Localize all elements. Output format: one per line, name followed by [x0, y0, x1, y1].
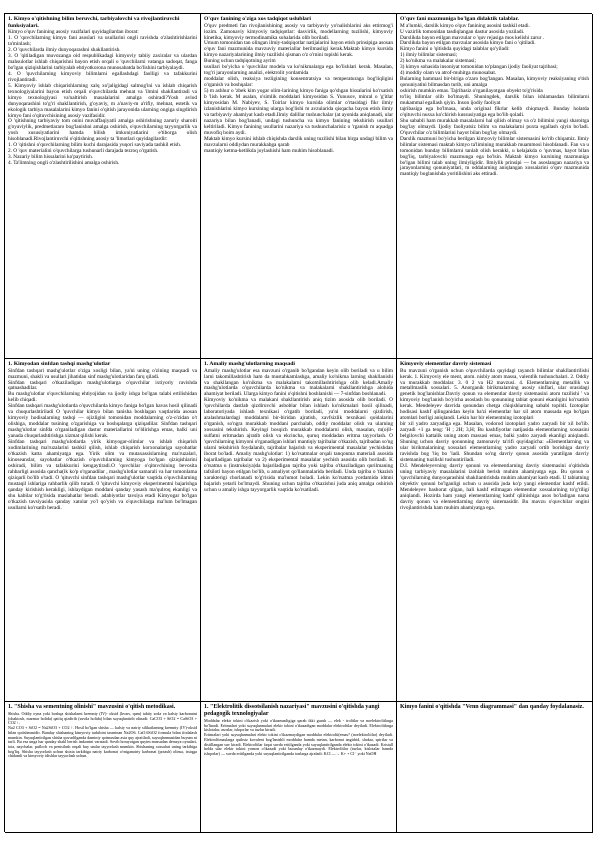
cell-1 — [5, 14, 201, 359]
cell-title: 1. Amaliy mashg'ulotlarning maqsadi — [204, 361, 296, 367]
cell-title: Kimyoviy elementlar davriy sistemasi — [400, 361, 492, 367]
cell-4 — [5, 359, 201, 702]
cell-body: Shisha. Oddiy oyna yoki boshqa shishalarni kremniy (IV)- oksid (kvars, qum) tabiiy soda va kalsiy karbonatni (ohaktosh, marmar holida) qattiq qizdirib (suvda holida) bilan suyuqlantirib olinadi: CaCO3 + SiO2 = CaSiO3 + CO2 ↑, Na2 CO3 + SiO2 = Na2SiO3 + CO2 ↑. Hosil bo'lgan shisha — kalsiy va natriy silikatlarning kremniy (IV)-oksid bilan qotishmasidir. Bunday shishaning kimyoviy tarkibini taxminan Na2O6. CaO.6SiO2 formula bilan ifodalash mumkin. Suyuqlantirilgan shisha quvurlilganda daminiy qotmasdan asta quy ajratiladi, suyuqlanmasidan buyum ni turli. Bu esa unga har qanday shakl berish imkonini varatadi. Sovib borayotgan quyim massadan derazya oynalari, tota, naychalar, pufloch va penisilash orqali buy umlar tayyorlash mumkin. Shishaning xossalari uning tarkibiga bog'liq. Shisha tayyorlash uchun shixta tarkibiga natriy karbonat o'rniganatriy karbonat (potash) olinsa, issiqga chidamli va kimyoviy idishlar tayyorlash uchun. — [8, 711, 197, 759]
cell-title: Kimyo fanini o'qitishda "Venn diagrammasi" dan qanday foydalanasiz. — [400, 704, 584, 710]
cell-body: Moddalar elektr tokini o'tkazish yoki o'tkazmasligiga qarab ikki guruh — elek - trolitlar va noelektrolitlarga bo'linadi. Eritmalari yoki suyuqlanmalari elektr tokini o'tkazadigan moddalar elektrolitlar deyiladi. Elektrolitlarga kislotalar, asoslar, ishqorlar va tuzlar kiradi. Eritmalari yoki suyuqlanmalari elektr tokini o'tkazmaydigan moddalar elektrolit(emas? (noelektrolitlar) deyiladi. Elektrolitmaslarga qutbsiz kovalent bog'lanishli moddalar hamda metan, karbonat angidrid, shakar, spirtlar va distillangan suv kiradi. Elektrolitlar faqat suvda eritilganda yoki suyuqlantirilganda elektr tokini o'tkazadi. Kristall holda ular elektr tokini yomon o'tkazadi yoki butunlay o'tkazmaydi. Elektrolitlar (tuzlar, kislotalar hamda ishqorlar) — suvda eritilganda yoki suyuqlantirilganda ionlarga ajraladi: KCl —→ K+ + Cl⁻ yoki NaOH — [204, 718, 393, 756]
cell-2 — [201, 14, 397, 359]
cell-body: M a'lumki, darslik kimyo o'quv fanining asosini tashkil etadi. U vazirlik tomonidan tasdiqlangan dastur asosida yoziladi. Darslikda bayon etilgan mavzular o 'quv rejasiga mos kelishi zarur . Darslikda bayon etilgan mavzular asosida kimyo fani o 'qitiladi. Kimyo fanini o 'qitishda quyidagi talablar qo'yiladi: 1) ilmiy bilimlar sistemasi; 2) ko'nikma va malakalar sistemasi; 3) kimyo sohasida insoniyat tomonidan to'plangan ijodiy faoliyat tajribasi; 4) moddiy olam va atrof-muhitga munosabat. Bularning hammasi bir-biriga o'zaro bog'langan. Masalan, kimyoviy reaksiyaning o'tish qonuniyatini bilmasdan turib, uni amalga oshirish mumkin emas. Tajribasiz o'rganilayotgan obyekt to'g'risida to'liq bilimlar olib bo'lmaydi. Shuningdek, darslik bilan ishlamasdan bilimlarni mukammal egallash qiyin. Inson ijodiy faoliyat tajribasiga ega bo'lmasa, unda original fikrlar kelib chiqmaydi. Bunday holatda o'qituvchi nusxa ko'chirish kussusiyatiga ega bo'lib qoladi. Shu sababli ham murakkab masalalarni hal qilish olimay va o'z bilimini yangi sharoitga bog'lay olmaydi. Ijodiy faoliyatsiz bilim va malakalarni puxta egallash qiyin bo'ladi. O'quvchilar o'z bilimlarini hayot bilan bog'lay olmaydi. Darslik mazmuni bo'yicha berilgan kimyoviy bilimlar sistemasini ko'rib chiqamiz. Ilmiy bilimlar sistemasi maktab kimyo ta'limining murakkab muammosi hisoblanadi. Fan va u tomonidan bunday bilimlarni tanlab olish kerakki, u kelajakda o 'quvmas, hayot bilan bog'liq, tarbiyalovchi mazmunga ega bo'lsin. Maktab kimyo kursining mazmuniga bo'lgan bilimi talab uning ilmiyligidir. Ilmiylik prinsipi — bu asoslangan nazariya va jarayonlarning qonuniyatlari, m oddalarning aniqlangan xossalarini o'quv mazmunida mantiqiy boglanishda yoritilishini aks ettiradi. — [400, 22, 589, 178]
cell-title: 1. "Elektrolitik dissotsilanish nazariyasi" mavzusini o'qitishda yangi pedagogik texnologiyalar — [204, 704, 380, 717]
cell-8 — [201, 702, 397, 833]
cell-9 — [397, 702, 593, 833]
cell-title: 1. Kimyo o'qitishning bilim beruvchi, tarbiyalovchi va rivojlantiruvchi funksiyalari. — [8, 16, 180, 29]
cell-body: Sinfdan tashqari mashg'ulotlar o'ziga xosligi bilan, ya'ni uning o'zining maqsadi va mazmuni, shakli va usullari jihatidan sinf mashg'ulotlaridan farq qiladi. Sinfdan tashqari o'tkaziladigan mashg'ulotlarga o'quvchilar ixtiyoriy ravishda qatnashadilar. Bu mashg'ulotlar o'quvchilarning ehtiyojidan va ijodiy ishga bo'lgan talabi ertilishidan kelib chiqadi. Sinfdan tashqari mashg'ulotlarda o'quvchilarda kimyo faniga bo'lgan havas hosil qilinadi va chuqurlashtiriladi O 'quvchilar kimyo bilan tanisha boshlagan vaqtlarida asosan kimyoviy hodisalarning tashqi — ojizligini tomonidan moddalarning o'z-o'zidan o't olishiga, moddalar tusining o'zgarishiga va boshqalarga qiziqadilar. Sinfdan tashqari mashg'ulotlar sinfda o'rganiladigan dastur materiallarini to'ldirishga emas, balki uni yanada chuqurlashtirishga xizmat qilishi kerak. Sinfdan tashqari mashg'ulotlarda yirik kimyogar-olimlar va ishlab chiqarish xodimlarining ma'ruzalarini tashkil qilish, ishlab chiqarish korxonalariga sayohatlar o'tkazish katta ahamiyatga ega. Yirik olim va mutaxassislarning ma'ruzalari, kinoseanslar, sayohatlar o'tkazish o'quvchilarning kimyoga bo'lgan qiziqishlarini oshiradi, bilim va tafakkurini kengaytiradi.O 'quvchilar o'qituvchining bevosita rahbarligi asosida qancha(ik ko'p o'rganadilar , mashg'ulotlar samarali va har tomonlama qiziqarli bo'lib o'tadi. O 'qituvchi sinfdan tashqari mashg'ulotlar vaqtida o'quvchilarning mustaqil ishlariga rahbarlik qilib turadi. 0 'qituvchi kimyoviy eksperimentni bajarishga qanday kirishish kerakligi, ishlaydigan moddani qanday yasash ma'qulroq ekanligi va shu kabilar to'g'risida maslahatlar beradi. adabiyotlar tavsiya etadi Kimyogar bo'lgan o'tkazish tavsiyasida qanday xatolar yo'l qo'yish va o'quvchilarga ma'lum bo'lmagan usullarni ko'rsatib beradi. — [8, 367, 197, 511]
cell-title: 1. "Shisha va sementning olinishi" mavzusini o'qitish metodikasi. — [8, 704, 176, 710]
cell-3 — [397, 14, 593, 359]
cell-body: Kimyo o'quv fanining asosiy vazifalari quyidagilardan iborat: 1. O 'quvchilarning kimyo fani asoslari va usullarini ongli ravishda o'zlashtirishlarini ta'minlash; 2. O 'quvchilarda ilmiy dunyoqarashni shakllantirish. 3. O 'qitiladigan muvozanga oid respublikadagi kimyoviy tabiiy zaxiralar va ulardan mahsulotlar ishlab chiqarishni bayon etish orqali o 'quvchilarni vatanga sadoqat, fanga bo'lgan qiziqishlarini tarbiyalab ehtiyotkorona munosabatda bo'lishini tarbiyalaydi. 4. O 'quvchilarning kimyoviy bilimlarni egallashdagi faolligi va tafakkurini rivojlantiradi. 5. Kimyoviy ishlab chiqarishlarning xalq xo'jaligidagi salmog'ini va ishlab chiqarish texnologiyalarini bayon etish orqali o'quvchilarda mehnat va 'ilmini shakllantiradi va kimyo texnologiyasi va'naltirish masalalarini amalga oshiradi?Yosh avlod dunyoqarashini to'g'ri shakllantirish, g'oyaviy, m a'naviy-m a'rifiy, mehnat, estetik va ekologik tarbiya masalalarini kimyo fanini o'qitish jarayonida ularning ongiga singdirish kimyo fani o'qituvchisining asosiy vazifasidir. O 'qitishning tarbiyaviy tom onini muvaffaqiyatli amalga oshirishning zaruriy sharoiti g'oyaviylik, predmetlararo bog'lanishni amalga oshirish, o'quvchilarning tayyorgarlik va yosh xususiyatlarini hamda bilish imkoniyatlarini e'tiborga olish hisoblanadi.Rivojlantiruvchi o'qitishning asosiy ta 'limotlari quyidagilardir: 1. O 'qitishni o'quvchilarning bilim kuchi darajasida yuqori saviyada tashkil etish. 2. O 'quv materialini o'quvchilarga tushunarli darajada tezroq o'rgatish. 3. Nazariy bilim hissalarini ko'paytirish. 4. Ta'limning ongli o'zlashtirilishini amalga oshirish. — [8, 29, 197, 167]
cell-body: Amaliy mashg'ulotlar esa mavzuni o'rganib bo'lgandan keyin olib boriladi va u bilim larni takomillashtirish ham da mustahkamlashga, amaliy ko'nikma larning shakllanishi va shakllangan ko'nikma va malakalarni takomillashtirishga olib keladi.Amaliy mashg'ulotlarda o'quvchilarda ko'nikma va malakalarni shakllantirishga alohida ahamiyat beriladi. Ularga kimyo fanini o'qitishni boshlanishi — 7-sinfdan boshlanadi. Kimyoviy ko'nikma va malakani shakllantirish aniq tizim asosida olib boriladi. O 'quvchilarda dastlab qizdiruvchi asboblar bilan ishlash ko'nikmalari hosil qilinadi, laboratoriyada ishlash texnikasi o'rgatib boriladi, ya'ni moddalarni qizdirish, aralashmalardagi moddalarni bir-biridan ajratish, xavfsizlik texnikasi qoidalarini o'rganish, so'ngra murakkab moddani parchalab, oddiy moddalar olish va ularning xossasini tekshirish. Keyingi bosqich murakkab moddalarni olish, masalan, m(o)ll-sulfatni eritmadan ajratib olish va ekcincha, quruq moddadan eritma tayyorlash. O 'quvchilarning kimyoni o'rganadigan ishlari mantiqiy tajribalar o'tkazish, tajribadan so'ng ularni tekshirish foydalanib, tajribalar bajarish va eksperimental masalalar yechishdan iborat bo'ladi. Amaliy mashg'ulotlar: 1) ko'rsatmalar orqali tanqonma materiali asosida bajariladigan tajribalar va 2) eksperimental masalalar yechish asosida olib boriladi. K o'rsatma u (instruksiya)da bajariladigan tajriba yoki tajriba o'tkaziladigan qurilmaning tafsiloti bayon etilgan bo'lib, u amaliyot qo'llanmalarida beriladi. Unda tajriba o 'tkazish xarakterigi chorlanadi to'g'risida ma'lumot holadi. Lekin ko'rsatma yordamida idmni bajarish yetarli bo'lmaydi. Shuning uchun tajriba o'tkazishni juda aniq amalga oshirish uchun u amaliy ishga tayyorgarlik vaqtida ko'rsatiladi. — [204, 367, 393, 493]
cell-body: O'quv predmeti fan rivojlanishining asosiy va tarbiyaviy yo'nalishlarini aks ettirmog'i lozim. Zamonaviy kimyoviy tadqiqotlar: dasvirlik, modellarning tuzilishi, kimyoviy kinetika, kimyoviy termodinamika sohalarida olib boriladi. Umum tomonidan tan olingan ilmiy-tadqiqotlar natijalarini bayon etish prinsipiga asosan o'quv fani mazmunida mavzuviy materiallar berilmasligi kerak.Maktab kimyo kursida kimyo nazariyalarining ilmiy tuzilishi qisman o'z o'rnini topishi kerak. Buning uchun tadqiqotning ayrim usullari bo'yicha o 'quvchilar modela va ko'nikmalarga ega bo'lishlari kerak. Masalan, tog'ri jarayonlarning analizi, elektrolit yordamida moddalar olish, reaksiya tezligining konsentratsiya va temperaturaga bog'liqligini o'rganish va boshqalar: 5) m ashhur o 'zbek kim yogar olim-larining kimyo faniga qo'shgan hissalarini ko'rsatish b 'lish kerak. M asalan, o'simlik moddalari kimyosidan S. Yunusov, minral o 'g'itlar kimyosidan M. Nabiyev, S. Toirlar kimyo kursida olimlar o'rtasidagi fikr ilmiy izlanishlarini kimyo kursining ularga bog'lishi m avzularida qisqacha bayon etish ilmiy va tarbiyaviy ahamiyat kasb etadi.Ilmiy dalillar tushunchalar (at ayonida aniqlanadi, ular nazariya bilan bog'lanadi, undagi tushuncha va kimyo fanining tekshirish usullari keltiriladi. Kimyo fanining usullarini nazariya va tushunchalarisiz o 'rganish m aqsadga muvofiq boim aydi. Maktab kimyo kursini ishlab chiqishda darslik uning tuzilishi bilan birga undagi bilim va mavzularni oddiydan murakkabga qarab mantiqiy ketma-ketlikda joylashishi ham muhim hisoblanadi. — [204, 22, 393, 154]
cell-title: O'quv fani mazmuniga bo'lgan didaktik talablar. — [400, 16, 519, 22]
cell-title: 1. Kimyodan sinfdan tashqi mashg'ulotlar — [8, 361, 111, 367]
cell-7 — [5, 702, 201, 833]
cell-body: Bu mavzuni o'rganish uchun o'quvchilarda quyidagi tayanch bilimlar shakllantirilishi kerak. 1. Kimyoviy ele ment, atom. nisbiy atom massa, valentlik tushunchalari. 2. Oddiy va murakkab moddalar. 3. 0 2 va H2 mavzusi. 4. Elementlarning metallik va metallmaslik xossalari. 5. Anorganik birikmalarning asosiy sinflari, ular orasidagi genetik bog'lanishlar.Davriy qonun va elementlar davriy sistemasini atom tuzilishi ' va kimyoviy bog'lanish bo'yicha asoslash bu qonunning tabiat qonuni ekanligini ko'rsatish kerak. Mendeleyev davrida qonundan chetga chiqishlarning sababi topildi. Izotoplar hodisasi kashf qilinganidan keyin ba'zi elementlar har xil atom massada ega bo'lgan atomlari borligi aniqlandi. Lekin har bir elementning izotoplari bir xil yadro zaryadiga ega. Masalan, vodorod izotoplari yadro zaryadi bir xil bo'lib. zaryadi +1 ga teng: 'H ; 2H; 3,H; Bu kashfiyotlar natijasida elementlarning xossasini belgilovchi kattalik uning atom massasi emas, balki yadro zaryadi ekanligi aniqlandi. Shuning uchun davriy qonunning zamonaviy ta'rifi quyidagicha: «Elementlarning va ular birikmalarining xossalari elementlarning yadro zaryadi ortib borishiga davriy ravishda bog 'liq bo 'ladi. Shundan so'ng davriy qonun asosida yaratilgan davriy sistemaning tuzilishi tushuntiriladi. D.I. Mendeleyevning davriy qonuni va elementlarning davriy sistemasini o'qitishda uning tarbiyaviy masalalarini izohlab berish muhim ahamiyatga ega. Bu qonun o 'quvchilarning dunyoqarashini shakllantirishda muhim ahamiyat kasb etadi. U tabiatning obyektiv qonuni bo'lganligi uchun u asosida juda ko'p yangi elementlar kashf etildi. Mendeleyev bashorat qilgan, hali kashf etilmagan elementlar xossalarining to'g'riligi aniqlandi. Hozirda ham yangi elementlarning kashf qilinishiga asos bo'ladigan narsa davriy qonun va elementlarning davriy sistemasidir. Bu mavzu o'quvchilar ongini rivojlantirishda ham muhim ahamiyatga ega. — [400, 367, 589, 511]
lecture-notes-grid — [4, 13, 592, 832]
cell-6 — [397, 359, 593, 702]
cell-5 — [201, 359, 397, 702]
cell-title: O'quv fanining o'ziga xos tadqiqot uslublari — [204, 16, 311, 22]
